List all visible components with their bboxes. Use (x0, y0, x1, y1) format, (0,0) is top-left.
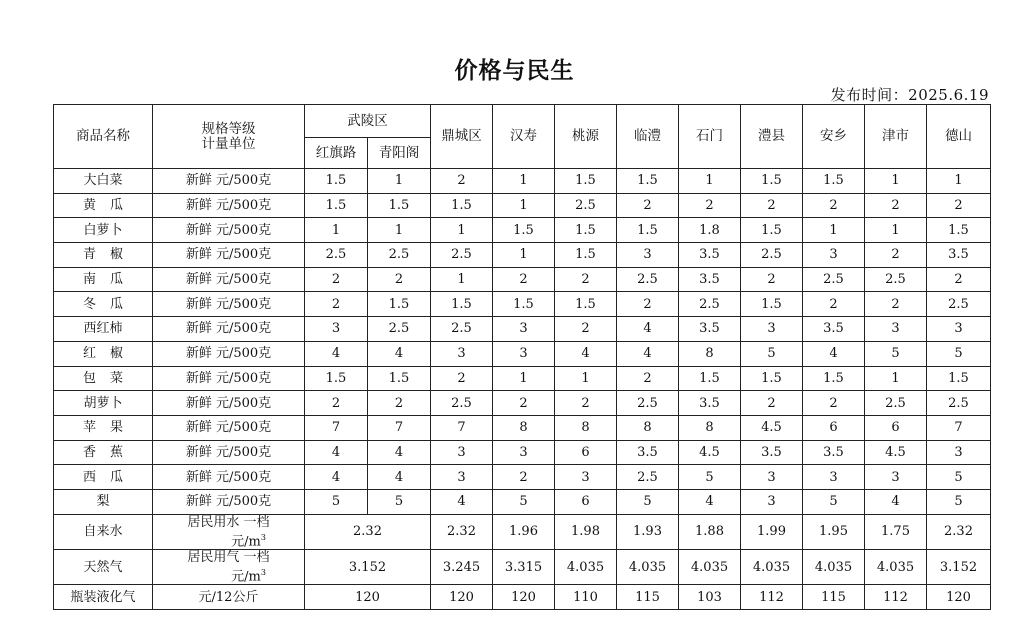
price-cell: 4 (617, 341, 679, 366)
header-name: 商品名称 (54, 105, 153, 169)
price-cell: 8 (679, 415, 741, 440)
table-row (54, 366, 991, 391)
table-row (54, 514, 991, 549)
price-cell: 3 (431, 440, 493, 465)
price-cell: 4.035 (865, 549, 927, 584)
price-cell: 2.5 (617, 267, 679, 292)
price-cell: 120 (927, 585, 991, 610)
price-cell: 5 (927, 465, 991, 490)
item-spec: 新鲜 元/500克 (153, 489, 305, 514)
item-spec: 新鲜 元/500克 (153, 169, 305, 194)
price-cell: 115 (803, 585, 865, 610)
table-row (54, 292, 991, 317)
table-row (54, 218, 991, 243)
price-cell: 2 (865, 243, 927, 268)
spec-line2 (153, 530, 304, 549)
price-cell: 2.5 (927, 391, 991, 416)
item-name: 大白菜 (54, 169, 153, 194)
header-shimen: 石门 (679, 105, 741, 169)
item-spec: 元/12公斤 (153, 585, 305, 610)
price-cell: 1.8 (679, 218, 741, 243)
price-cell: 2.5 (555, 193, 617, 218)
price-cell: 2 (305, 292, 368, 317)
price-cell: 6 (555, 489, 617, 514)
table-row (54, 267, 991, 292)
price-cell: 4 (679, 489, 741, 514)
price-cell: 7 (305, 415, 368, 440)
price-cell: 1.5 (803, 169, 865, 194)
price-cell: 2 (865, 193, 927, 218)
price-cell: 2.5 (865, 267, 927, 292)
price-cell: 3 (927, 317, 991, 342)
price-cell: 2.5 (617, 391, 679, 416)
price-cell: 6 (865, 415, 927, 440)
price-cell: 5 (305, 489, 368, 514)
price-cell: 4.035 (803, 549, 865, 584)
price-cell: 1.93 (617, 514, 679, 549)
price-cell: 7 (927, 415, 991, 440)
table-row (54, 193, 991, 218)
header-spec-line2: 计量单位 (201, 135, 256, 152)
item-name: 青椒 (54, 243, 153, 268)
price-cell: 2.5 (368, 243, 431, 268)
price-table-body (54, 169, 991, 610)
price-cell: 2 (368, 391, 431, 416)
price-cell: 2 (368, 267, 431, 292)
price-cell: 1.5 (617, 169, 679, 194)
price-cell: 3 (431, 341, 493, 366)
price-cell: 4.5 (865, 440, 927, 465)
price-cell-wuling: 120 (305, 585, 431, 610)
price-cell: 2 (493, 267, 555, 292)
price-cell: 3 (493, 440, 555, 465)
price-cell: 120 (493, 585, 555, 610)
price-cell: 2 (617, 366, 679, 391)
item-spec: 新鲜 元/500克 (153, 391, 305, 416)
price-cell: 120 (431, 585, 493, 610)
price-cell: 5 (865, 341, 927, 366)
price-cell: 3.5 (679, 391, 741, 416)
price-cell: 112 (865, 585, 927, 610)
price-cell: 1.5 (368, 292, 431, 317)
price-cell: 8 (679, 341, 741, 366)
price-cell: 3 (803, 465, 865, 490)
price-cell: 2.5 (617, 465, 679, 490)
header-linli: 临澧 (617, 105, 679, 169)
price-cell: 4 (803, 341, 865, 366)
price-cell: 2 (305, 267, 368, 292)
price-cell: 1.96 (493, 514, 555, 549)
price-cell: 2.5 (431, 391, 493, 416)
price-cell: 1.5 (368, 366, 431, 391)
price-cell: 2.5 (431, 317, 493, 342)
item-name: 香蕉 (54, 440, 153, 465)
price-cell: 8 (555, 415, 617, 440)
price-cell: 2.5 (803, 267, 865, 292)
price-cell: 4 (865, 489, 927, 514)
price-cell: 2.32 (927, 514, 991, 549)
price-cell: 2 (305, 391, 368, 416)
price-cell: 1 (368, 218, 431, 243)
price-cell: 1 (927, 169, 991, 194)
item-spec: 新鲜 元/500克 (153, 465, 305, 490)
header-spec (153, 105, 305, 169)
item-spec: 新鲜 元/500克 (153, 341, 305, 366)
price-cell: 4 (431, 489, 493, 514)
item-spec: 新鲜 元/500克 (153, 366, 305, 391)
price-cell: 1.99 (741, 514, 803, 549)
price-cell: 4 (368, 440, 431, 465)
price-cell: 1.5 (803, 366, 865, 391)
price-cell: 1 (679, 169, 741, 194)
price-cell: 1 (493, 366, 555, 391)
price-cell: 6 (555, 440, 617, 465)
price-cell: 3.5 (679, 317, 741, 342)
price-cell: 2 (617, 193, 679, 218)
item-spec (153, 514, 305, 549)
price-cell: 4.035 (555, 549, 617, 584)
item-spec (153, 549, 305, 584)
spec-unit-exponent: 3 (260, 532, 266, 542)
price-cell: 3 (555, 465, 617, 490)
price-cell: 3.5 (679, 267, 741, 292)
price-cell: 3.5 (741, 440, 803, 465)
price-cell: 5 (368, 489, 431, 514)
price-cell: 3.5 (617, 440, 679, 465)
table-row (54, 391, 991, 416)
header-qingyangge: 青阳阁 (368, 138, 431, 169)
price-cell: 2.5 (865, 391, 927, 416)
price-cell: 4 (368, 341, 431, 366)
price-cell: 2 (555, 267, 617, 292)
price-cell: 2.5 (368, 317, 431, 342)
table-row (54, 440, 991, 465)
header-taoyuan: 桃源 (555, 105, 617, 169)
price-cell-wuling: 3.152 (305, 549, 431, 584)
price-cell: 2 (927, 267, 991, 292)
price-cell: 6 (803, 415, 865, 440)
price-cell: 3 (493, 317, 555, 342)
price-cell: 2 (741, 391, 803, 416)
price-cell-wuling: 2.32 (305, 514, 431, 549)
price-cell: 1 (368, 169, 431, 194)
price-cell: 1.5 (741, 366, 803, 391)
price-cell: 2 (617, 292, 679, 317)
price-cell: 4.035 (679, 549, 741, 584)
item-spec: 新鲜 元/500克 (153, 243, 305, 268)
price-cell: 3.5 (679, 243, 741, 268)
price-cell: 3 (305, 317, 368, 342)
header-dingcheng: 鼎城区 (431, 105, 493, 169)
price-cell: 2 (803, 292, 865, 317)
item-name: 黄瓜 (54, 193, 153, 218)
price-cell: 2.5 (431, 243, 493, 268)
price-cell: 1.5 (305, 169, 368, 194)
price-cell: 4 (617, 317, 679, 342)
price-cell: 5 (741, 341, 803, 366)
price-cell: 4 (368, 465, 431, 490)
header-wuling: 武陵区 (305, 105, 431, 138)
price-cell: 1 (493, 193, 555, 218)
price-cell: 2.5 (927, 292, 991, 317)
price-cell: 3 (927, 440, 991, 465)
price-cell: 1.5 (679, 366, 741, 391)
item-spec: 新鲜 元/500克 (153, 317, 305, 342)
price-cell: 2 (741, 267, 803, 292)
spec-unit: 元/m (231, 533, 261, 549)
price-cell: 2 (431, 366, 493, 391)
price-cell: 4.5 (741, 415, 803, 440)
header-lixian: 澧县 (741, 105, 803, 169)
price-cell: 2 (493, 465, 555, 490)
price-cell: 3 (741, 465, 803, 490)
price-cell: 1.88 (679, 514, 741, 549)
price-cell: 1 (865, 218, 927, 243)
item-spec: 新鲜 元/500克 (153, 292, 305, 317)
price-cell: 4.035 (617, 549, 679, 584)
price-cell: 4 (555, 341, 617, 366)
spec-unit-exponent: 3 (260, 567, 266, 577)
item-spec: 新鲜 元/500克 (153, 415, 305, 440)
price-cell: 103 (679, 585, 741, 610)
price-cell: 4 (305, 465, 368, 490)
item-name: 自来水 (54, 514, 153, 549)
price-cell: 1.5 (555, 218, 617, 243)
price-table (53, 104, 991, 610)
price-cell: 1.5 (927, 366, 991, 391)
price-cell: 3 (803, 243, 865, 268)
price-cell: 1 (803, 218, 865, 243)
price-cell: 1 (431, 267, 493, 292)
price-cell: 1 (865, 366, 927, 391)
item-spec: 新鲜 元/500克 (153, 440, 305, 465)
price-cell: 5 (617, 489, 679, 514)
price-cell: 1.5 (431, 292, 493, 317)
item-name: 包菜 (54, 366, 153, 391)
price-cell: 112 (741, 585, 803, 610)
item-name: 苹果 (54, 415, 153, 440)
item-name: 天然气 (54, 549, 153, 584)
price-cell: 1.5 (741, 292, 803, 317)
table-row (54, 415, 991, 440)
price-cell: 3.5 (927, 243, 991, 268)
price-cell: 1 (493, 243, 555, 268)
price-cell: 4.035 (741, 549, 803, 584)
price-cell: 3 (741, 317, 803, 342)
price-cell: 3 (741, 489, 803, 514)
price-cell: 7 (431, 415, 493, 440)
price-cell: 4 (305, 440, 368, 465)
header-anxiang: 安乡 (803, 105, 865, 169)
table-row (54, 243, 991, 268)
price-cell: 3 (865, 317, 927, 342)
table-row (54, 317, 991, 342)
price-cell: 2.5 (305, 243, 368, 268)
price-cell: 3 (865, 465, 927, 490)
price-cell: 8 (493, 415, 555, 440)
price-cell: 1.5 (741, 218, 803, 243)
price-cell: 8 (617, 415, 679, 440)
price-cell: 3 (431, 465, 493, 490)
price-cell: 1.98 (555, 514, 617, 549)
item-spec: 新鲜 元/500克 (153, 267, 305, 292)
price-cell: 1 (305, 218, 368, 243)
header-hanshou: 汉寿 (493, 105, 555, 169)
price-cell: 2 (865, 292, 927, 317)
price-cell: 2 (555, 317, 617, 342)
item-name: 西瓜 (54, 465, 153, 490)
header-deshan: 德山 (927, 105, 991, 169)
price-cell: 2 (803, 193, 865, 218)
price-cell: 2 (803, 391, 865, 416)
price-cell: 3.5 (803, 317, 865, 342)
price-cell: 2 (431, 169, 493, 194)
spec-unit: 元/m (231, 569, 261, 585)
item-name: 胡萝卜 (54, 391, 153, 416)
table-row (54, 465, 991, 490)
item-name: 瓶装液化气 (54, 585, 153, 610)
price-cell: 3 (617, 243, 679, 268)
price-cell: 2 (555, 391, 617, 416)
price-cell: 3 (493, 341, 555, 366)
price-cell: 1.5 (493, 218, 555, 243)
price-cell: 2 (679, 193, 741, 218)
price-cell: 1 (431, 218, 493, 243)
price-cell: 5 (679, 465, 741, 490)
table-row (54, 169, 991, 194)
publish-date: 发布时间：2025.6.19 (830, 86, 989, 104)
price-cell: 2 (493, 391, 555, 416)
price-cell: 2.5 (679, 292, 741, 317)
price-cell: 1.5 (305, 366, 368, 391)
item-spec: 新鲜 元/500克 (153, 193, 305, 218)
item-name: 西红柿 (54, 317, 153, 342)
page-title: 价格与民生 (454, 58, 575, 84)
price-cell: 2.32 (431, 514, 493, 549)
price-cell: 1.5 (617, 218, 679, 243)
table-row (54, 585, 991, 610)
price-cell: 3.5 (803, 440, 865, 465)
price-cell: 1.95 (803, 514, 865, 549)
header-jinshi: 津市 (865, 105, 927, 169)
price-cell: 7 (368, 415, 431, 440)
table-row (54, 341, 991, 366)
price-cell: 1.5 (555, 292, 617, 317)
table-row (54, 489, 991, 514)
price-cell: 5 (927, 489, 991, 514)
item-name: 红椒 (54, 341, 153, 366)
price-cell: 3.315 (493, 549, 555, 584)
spec-line1: 居民用水 一档 (187, 514, 270, 530)
table-row (54, 549, 991, 584)
price-cell: 1.5 (493, 292, 555, 317)
spec-line2 (153, 565, 304, 584)
price-cell: 1.5 (555, 169, 617, 194)
price-cell: 1.5 (431, 193, 493, 218)
price-cell: 3.152 (927, 549, 991, 584)
price-cell: 5 (493, 489, 555, 514)
price-cell: 5 (803, 489, 865, 514)
price-cell: 1.5 (305, 193, 368, 218)
price-cell: 2.5 (741, 243, 803, 268)
item-spec: 新鲜 元/500克 (153, 218, 305, 243)
price-cell: 1.5 (555, 243, 617, 268)
price-cell: 1.75 (865, 514, 927, 549)
price-cell: 2 (927, 193, 991, 218)
price-cell: 3.245 (431, 549, 493, 584)
item-name: 梨 (54, 489, 153, 514)
item-name: 冬瓜 (54, 292, 153, 317)
price-cell: 1.5 (927, 218, 991, 243)
price-cell: 1 (865, 169, 927, 194)
price-cell: 110 (555, 585, 617, 610)
header-spec-line1: 规格等级 (201, 120, 256, 137)
price-cell: 5 (927, 341, 991, 366)
price-cell: 1 (555, 366, 617, 391)
spec-line1: 居民用气 一档 (187, 549, 270, 565)
price-cell: 2 (741, 193, 803, 218)
price-cell: 1.5 (368, 193, 431, 218)
price-cell: 1 (493, 169, 555, 194)
price-cell: 4.5 (679, 440, 741, 465)
item-name: 南瓜 (54, 267, 153, 292)
price-cell: 1.5 (741, 169, 803, 194)
item-name: 白萝卜 (54, 218, 153, 243)
price-cell: 115 (617, 585, 679, 610)
header-hongqilu: 红旗路 (305, 138, 368, 169)
price-cell: 4 (305, 341, 368, 366)
